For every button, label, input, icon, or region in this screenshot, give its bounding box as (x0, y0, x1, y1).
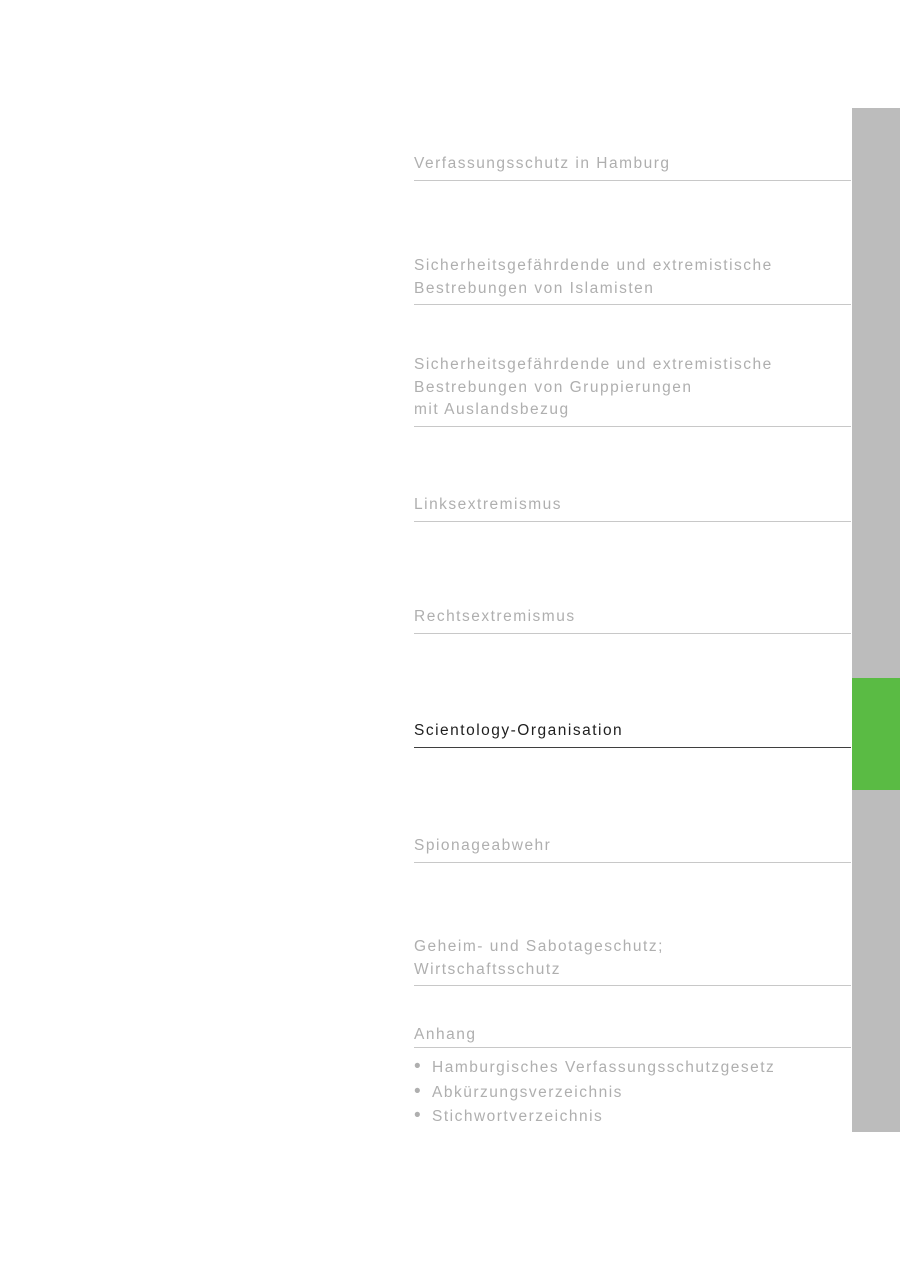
anhang-bullet-label: Abkürzungsverzeichnis (432, 1083, 623, 1101)
anhang-bullet-label: Hamburgisches Verfassungsschutzgesetz (432, 1059, 776, 1076)
bullet-icon: • (414, 1105, 423, 1127)
toc-item-rechtsextremismus (414, 606, 851, 634)
toc-item-label: Anhang (414, 1026, 477, 1043)
toc-item-label: Linksextremismus (414, 496, 563, 513)
toc-item-label: mit Auslandsbezug (414, 401, 570, 418)
toc-item-gruppierungen-mit-auslandsbezug (414, 354, 851, 427)
anhang-bullet-label: Stichwortverzeichnis (432, 1108, 604, 1126)
toc-item-label: Sicherheitsgefährdende und extremistische (414, 257, 773, 274)
toc-item-label: Bestrebungen von Gruppierungen (414, 378, 693, 396)
anhang-bullet-list (414, 1056, 851, 1130)
toc-item-label: Scientology-Organisation (414, 722, 624, 739)
toc-item-scientology-organisation-active (414, 720, 851, 748)
toc-item-label: Rechtsextremismus (414, 608, 576, 625)
active-chapter-marker (852, 678, 900, 790)
list-item (414, 1056, 851, 1081)
toc-item-label: Geheim- und Sabotageschutz; (414, 938, 664, 955)
toc-item-label: Sicherheitsgefährdende und extremistische (414, 356, 773, 373)
toc-item-label: Verfassungsschutz in Hamburg (414, 155, 671, 172)
list-item (414, 1105, 851, 1130)
toc-item-bestrebungen-von-islamisten (414, 255, 851, 305)
toc-item-label: Bestrebungen von Islamisten (414, 279, 655, 297)
toc-item-anhang (414, 1024, 851, 1048)
toc-item-label: Spionageabwehr (414, 837, 552, 854)
bullet-icon: • (414, 1056, 423, 1077)
chapter-side-bar (852, 108, 900, 1132)
list-item (414, 1081, 851, 1106)
toc-item-label: Wirtschaftsschutz (414, 960, 561, 978)
toc-item-verfassungsschutz-in-hamburg (414, 153, 851, 181)
toc-item-linksextremismus (414, 494, 851, 522)
toc-item-spionageabwehr (414, 835, 851, 863)
bullet-icon: • (414, 1080, 423, 1102)
toc-item-geheim-und-sabotageschutz (414, 936, 851, 986)
